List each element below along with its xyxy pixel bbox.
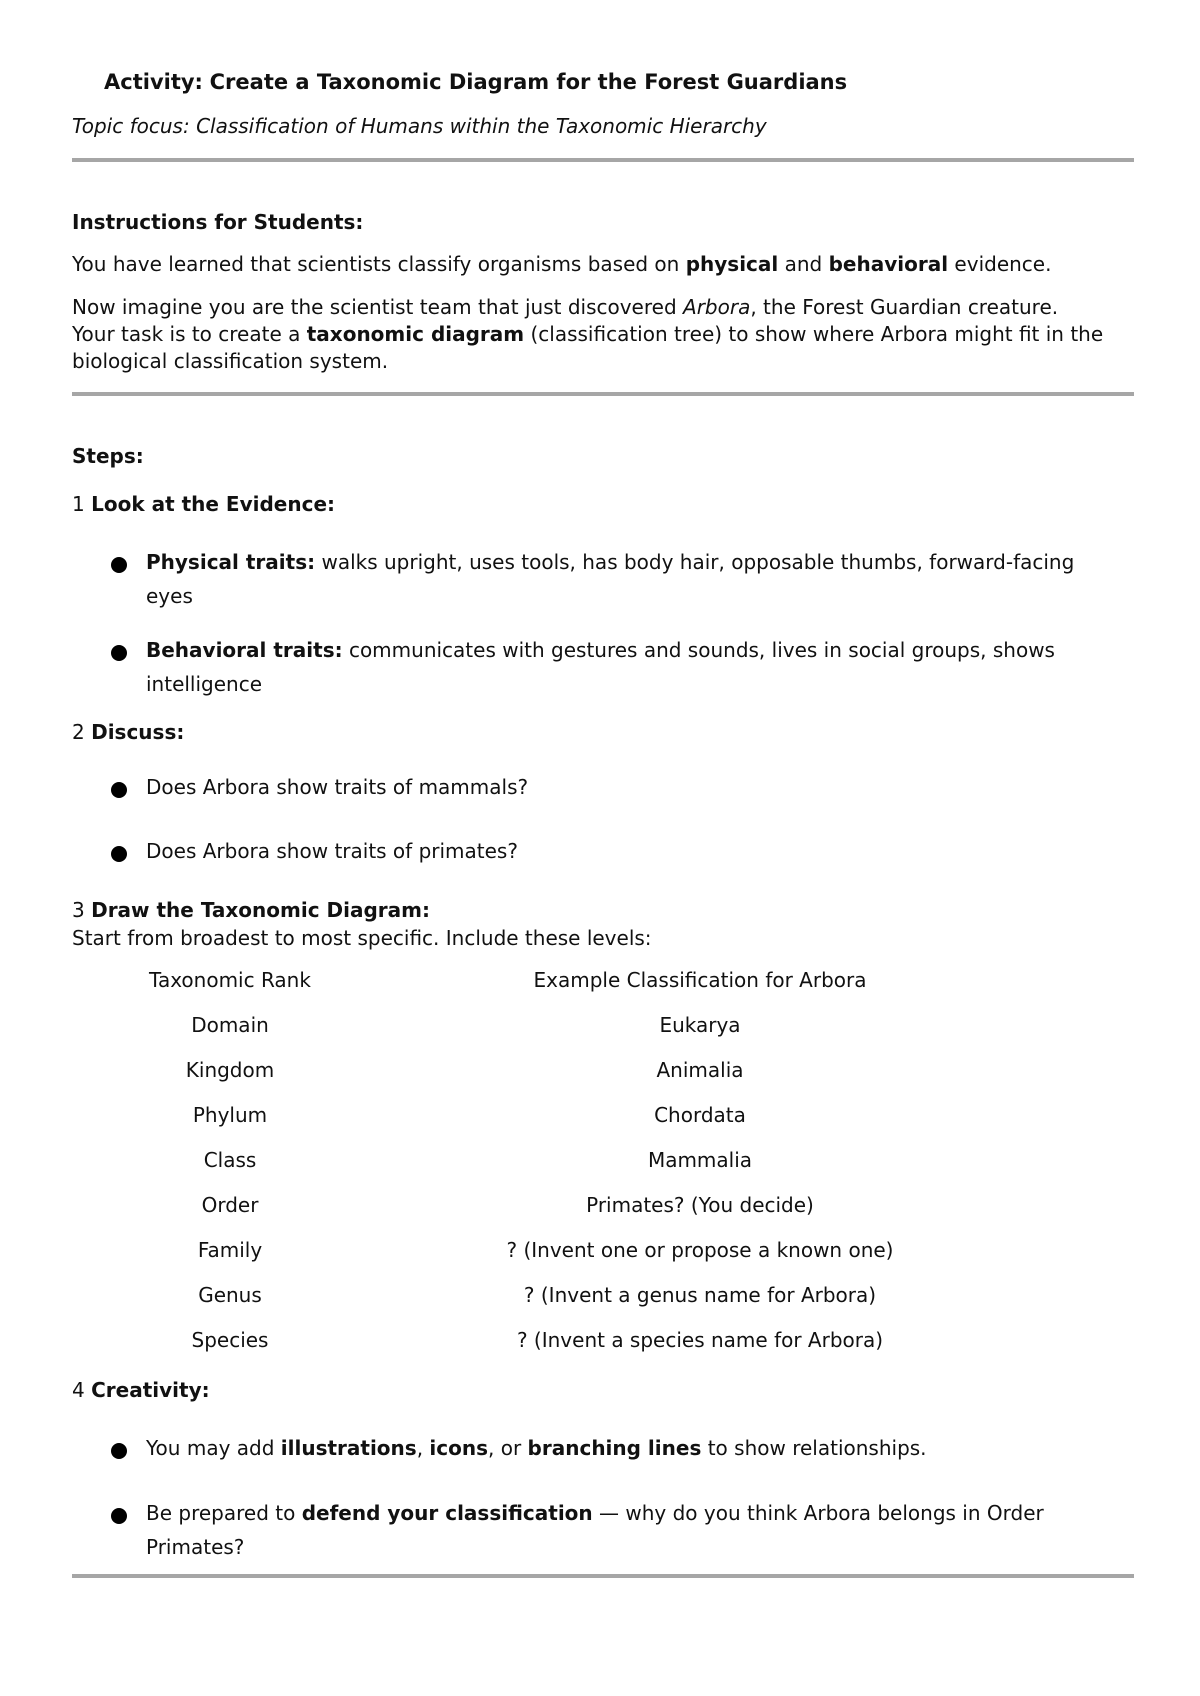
- physical-traits-item: Physical traits: walks upright, uses tools, has body hair, opposable thumbs, forward-facing eyes: [146, 550, 1075, 608]
- instructions-paragraph-2: Now imagine you are the scientist team that just discovered Arbora, the Forest Guardian creature. Your task is to create a taxonomic diagram (classification tree) to show where Arbora might fit in the biological classification system.: [72, 295, 1104, 373]
- table-cell-example: Animalia: [656, 1058, 744, 1082]
- divider: [72, 392, 1134, 396]
- divider: [72, 158, 1134, 162]
- table-cell-example: ? (Invent a species name for Arbora): [516, 1328, 884, 1352]
- table-cell-rank: Species: [191, 1328, 269, 1352]
- step-3-subtitle: Start from broadest to most specific. Include these levels:: [72, 926, 652, 950]
- table-cell-rank: Domain: [191, 1013, 269, 1037]
- bullet-icon: [111, 557, 127, 573]
- table-cell-example: Mammalia: [647, 1148, 753, 1172]
- step-2-heading: 2 Discuss:: [72, 720, 185, 744]
- table-cell-rank: Order: [201, 1193, 259, 1217]
- table-cell-example: Chordata: [654, 1103, 746, 1127]
- bullet-icon: [111, 1443, 127, 1459]
- step-1-heading: 1 Look at the Evidence:: [72, 492, 336, 516]
- behavioral-traits-item: Behavioral traits: communicates with gestures and sounds, lives in social groups, shows intelligence: [146, 638, 1055, 696]
- step-3-heading: 3 Draw the Taxonomic Diagram:: [72, 898, 430, 922]
- table-header: Taxonomic Rank: [149, 968, 311, 992]
- table-cell-rank: Phylum: [192, 1103, 268, 1127]
- table-cell-example: Primates? (You decide): [586, 1193, 814, 1217]
- instructions-heading: Instructions for Students:: [72, 210, 364, 234]
- table-cell-example: ? (Invent a genus name for Arbora): [523, 1283, 877, 1307]
- table-cell-rank: Family: [197, 1238, 263, 1262]
- page-title: Activity: Create a Taxonomic Diagram for the Forest Guardians: [104, 70, 848, 94]
- table-cell-rank: Genus: [198, 1283, 262, 1307]
- step-4-heading: 4 Creativity:: [72, 1378, 210, 1402]
- steps-heading: Steps:: [72, 444, 144, 468]
- instructions-paragraph-1: You have learned that scientists classify organisms based on physical and behavioral evidence.: [72, 252, 1052, 276]
- discuss-question-mammals: Does Arbora show traits of mammals?: [146, 775, 529, 799]
- bullet-icon: [111, 645, 127, 661]
- table-cell-rank: Class: [203, 1148, 257, 1172]
- creativity-item-defend: Be prepared to defend your classification — why do you think Arbora belongs in Order Primates?: [146, 1501, 1044, 1559]
- creativity-item-illustrations: You may add illustrations, icons, or branching lines to show relationships.: [146, 1436, 927, 1460]
- table-cell-example: Eukarya: [659, 1013, 741, 1037]
- bullet-icon: [111, 1508, 127, 1524]
- topic-focus: Topic focus: Classification of Humans within the Taxonomic Hierarchy: [72, 114, 767, 138]
- table-cell-example: ? (Invent one or propose a known one): [506, 1238, 894, 1262]
- bullet-icon: [111, 846, 127, 862]
- table-header: Example Classification for Arbora: [533, 968, 867, 992]
- table-cell-rank: Kingdom: [185, 1058, 275, 1082]
- bullet-icon: [111, 782, 127, 798]
- discuss-question-primates: Does Arbora show traits of primates?: [146, 839, 518, 863]
- divider: [72, 1574, 1134, 1578]
